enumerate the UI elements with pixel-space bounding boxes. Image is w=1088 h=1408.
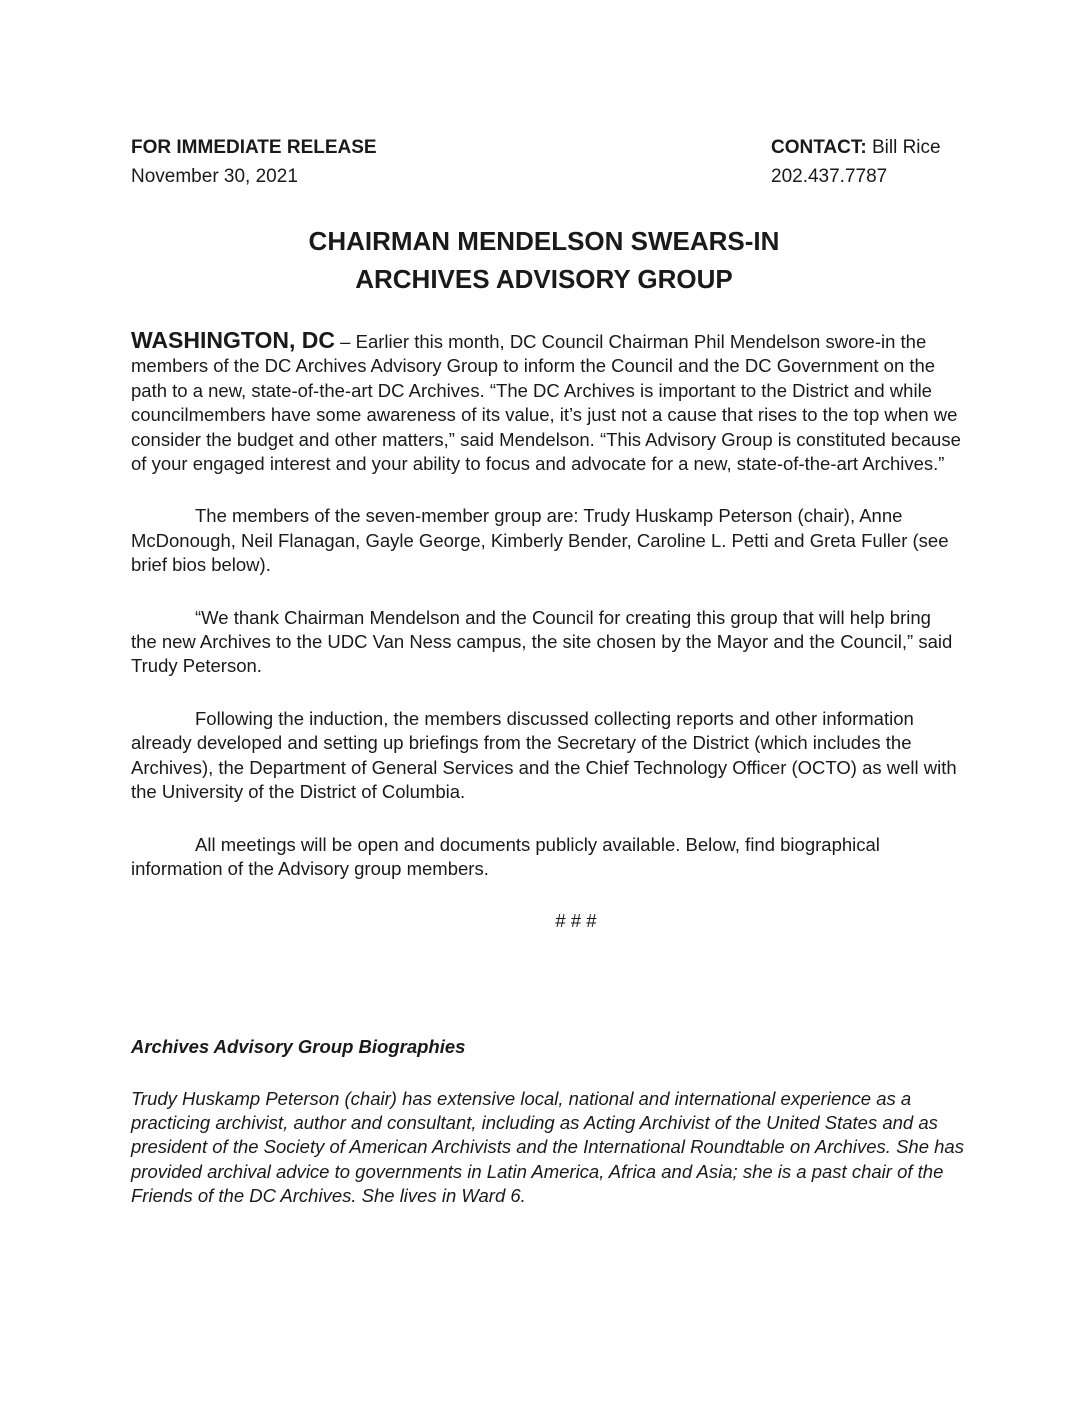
paragraph-1-text: – Earlier this month, DC Council Chairman Phil Mendelson swore-in the members of the DC Archives Advisory Group to inform the Council and the DC Government on the path to a new, state-of-the-art DC Archives. “The DC Archives is important to the District and while councilmembers have some awareness of its value, it’s just not a cause that rises to the top when we consider the budget and other matters,” said Mendelson. “This Advisory Group is constituted because of your engaged interest and your ability to focus and advocate for a new, state-of-the-art Archives.”: [131, 331, 961, 475]
end-marker: # # #: [555, 910, 597, 932]
paragraph-4: Following the induction, the members discussed collecting reports and other information already developed and setting up briefings from the Secretary of the District (which includes the Archives), the Department of General Services and the Chief Technology Officer (OCTO) as well with the University of the District of Columbia.: [131, 707, 957, 803]
headline-line-2: ARCHIVES ADVISORY GROUP: [355, 264, 733, 294]
bio-trudy-peterson: Trudy Huskamp Peterson (chair) has extensive local, national and international experience as a practicing archivist, author and consultant, including as Acting Archivist of the United States and as president of the Society of American Archivists and the International Roundtable on Archives. She has provided archival advice to governments in Latin America, Africa and Asia; she is a past chair of the Friends of the DC Archives. She lives in Ward 6.: [131, 1088, 964, 1206]
dateline: WASHINGTON, DC: [131, 327, 336, 353]
contact-phone: 202.437.7787: [771, 166, 888, 187]
headline-line-1: CHAIRMAN MENDELSON SWEARS-IN: [308, 226, 780, 256]
contact-name: Bill Rice: [866, 137, 941, 158]
paragraph-1: [131, 328, 961, 476]
paragraph-3: “We thank Chairman Mendelson and the Council for creating this group that will help bring the new Archives to the UDC Van Ness campus, the site chosen by the Mayor and the Council,” said Trudy Peterson.: [131, 606, 953, 677]
paragraph-2: The members of the seven-member group are: Trudy Huskamp Peterson (chair), Anne McDonough, Neil Flanagan, Gayle George, Kimberly Bender, Caroline L. Petti and Greta Fuller (see brief bios below).: [131, 505, 949, 576]
bios-heading: Archives Advisory Group Biographies: [131, 1036, 466, 1057]
release-label: FOR IMMEDIATE RELEASE: [131, 137, 377, 158]
release-date: November 30, 2021: [131, 166, 298, 187]
headline: [0, 222, 1088, 298]
release-body: [131, 328, 961, 962]
contact-label: CONTACT:: [771, 137, 867, 158]
contact-line: [771, 133, 941, 162]
release-header: [131, 133, 377, 191]
contact-block: [771, 133, 941, 191]
paragraph-5: All meetings will be open and documents publicly available. Below, find biographical information of the Advisory group members.: [131, 833, 880, 879]
